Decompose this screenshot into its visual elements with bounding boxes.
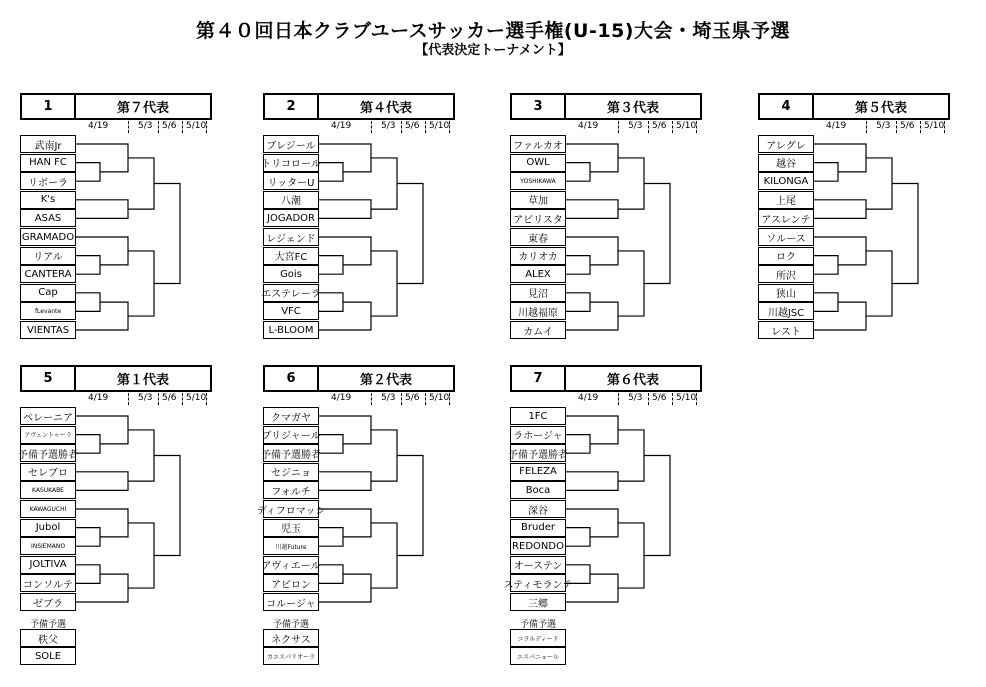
bracket-line <box>814 237 866 265</box>
bracket-line <box>319 163 343 182</box>
bracket-line <box>319 256 343 275</box>
bracket-line <box>566 416 618 444</box>
bracket-block-2 <box>263 93 453 353</box>
bracket-line <box>371 158 397 209</box>
bracket-line <box>814 293 838 312</box>
team-slot: オーステン <box>510 556 566 574</box>
bracket-line <box>76 509 128 537</box>
team-slot: FELEZA <box>510 463 566 481</box>
round-date: 4/19 <box>88 121 109 131</box>
team-slot: 三郷 <box>510 593 566 611</box>
round-date: 5/3 <box>381 393 396 403</box>
round-date: 5/10 <box>676 393 697 403</box>
bracket-line <box>566 293 590 312</box>
bracket-block-4 <box>758 93 948 353</box>
bracket-line <box>76 200 128 219</box>
team-slot: Gois <box>263 265 319 283</box>
bracket-line <box>319 472 371 491</box>
bracket-line <box>319 293 343 312</box>
bracket-line <box>76 144 128 172</box>
bracket-line <box>128 523 154 588</box>
team-slot: ペレーニア <box>20 407 76 425</box>
bracket-line <box>76 435 100 454</box>
team-slot: 越谷 <box>758 154 814 172</box>
round-date: 4/19 <box>826 121 847 131</box>
bracket-line <box>319 509 371 537</box>
block-number: 2 <box>265 95 319 118</box>
bracket-line <box>866 251 892 316</box>
bracket-line <box>618 158 644 209</box>
round-date: 5/6 <box>162 393 177 403</box>
team-slot: REDONDO <box>510 537 566 555</box>
team-slot: 予備予選勝者 <box>510 444 566 462</box>
round-date: 5/10 <box>924 121 945 131</box>
round-date: 4/19 <box>331 393 352 403</box>
round-date: 4/19 <box>578 121 599 131</box>
block-representative: 第５代表 <box>854 101 907 116</box>
round-date: 5/10 <box>676 121 697 131</box>
bracket-line <box>76 256 100 275</box>
prelim-team: SOLE <box>20 647 76 665</box>
team-slot: リボーラ <box>20 172 76 190</box>
bracket-line <box>319 144 371 172</box>
round-date: 5/10 <box>429 393 450 403</box>
round-date: 5/3 <box>876 121 891 131</box>
team-slot: ラホージャ <box>510 426 566 444</box>
page-title: 第４０回日本クラブユースサッカー選手権(U-15)大会・埼玉県予選 <box>196 20 790 42</box>
bracket-line <box>644 456 670 556</box>
team-slot: ブリジャール <box>263 426 319 444</box>
team-slot: 草加 <box>510 191 566 209</box>
bracket-line <box>397 456 423 556</box>
bracket-line <box>154 456 180 556</box>
block-number: 1 <box>22 95 76 118</box>
team-slot: 予備予選勝者 <box>20 444 76 462</box>
bracket-line <box>76 565 100 584</box>
team-slot: トリコロール <box>263 154 319 172</box>
bracket-line <box>319 200 371 219</box>
team-slot: フォルチ <box>263 481 319 499</box>
bracket-line <box>319 237 371 265</box>
team-slot: Cap <box>20 284 76 302</box>
team-slot: ソルース <box>758 228 814 246</box>
team-slot: KASUKABE <box>20 481 76 499</box>
team-slot: クマガヤ <box>263 407 319 425</box>
bracket-line <box>566 509 618 537</box>
bracket-block-1 <box>20 93 210 353</box>
bracket-line <box>814 302 866 330</box>
bracket-line <box>566 565 590 584</box>
bracket-line <box>618 430 644 481</box>
round-date: 5/3 <box>138 121 153 131</box>
team-slot: OWL <box>510 154 566 172</box>
team-slot: リッターU <box>263 172 319 190</box>
bracket-line <box>814 163 838 182</box>
team-slot: 大宮FC <box>263 247 319 265</box>
round-date: 5/3 <box>628 121 643 131</box>
team-slot: ブレジール <box>263 135 319 153</box>
team-slot: VFC <box>263 302 319 320</box>
bracket-line <box>566 144 618 172</box>
bracket-line <box>566 256 590 275</box>
team-slot: Bruder <box>510 519 566 537</box>
team-slot: 見沼 <box>510 284 566 302</box>
team-slot: レジェンド <box>263 228 319 246</box>
round-date: 5/6 <box>652 393 667 403</box>
team-slot: スティモランテ <box>510 574 566 592</box>
bracket-line <box>154 184 180 284</box>
team-slot: 1FC <box>510 407 566 425</box>
block-representative: 第１代表 <box>116 373 169 388</box>
bracket-line <box>319 416 371 444</box>
block-number: 3 <box>512 95 566 118</box>
block-representative: 第７代表 <box>116 101 169 116</box>
bracket-line <box>76 293 100 312</box>
bracket-line <box>319 528 343 547</box>
bracket-line <box>76 237 128 265</box>
bracket-line <box>76 528 100 547</box>
bracket-block-7 <box>503 365 700 661</box>
bracket-line <box>814 144 866 172</box>
team-slot: アスレンテ <box>758 209 814 227</box>
team-slot: レスト <box>758 321 814 339</box>
block-representative: 第２代表 <box>359 373 412 388</box>
page-subtitle: 【代表決定トーナメント】 <box>415 43 571 58</box>
round-date: 4/19 <box>331 121 352 131</box>
team-slot: アヴェントゥーラ <box>20 426 76 444</box>
prelim-team: 秩父 <box>20 629 76 647</box>
round-date: 5/10 <box>186 121 207 131</box>
bracket-lines <box>20 93 210 353</box>
team-slot: ALEX <box>510 265 566 283</box>
block-representative: 第６代表 <box>606 373 659 388</box>
team-slot: fLevante <box>20 302 76 320</box>
block-number: 6 <box>265 367 319 390</box>
team-slot: アビリスタ <box>510 209 566 227</box>
team-slot: 深谷 <box>510 500 566 518</box>
bracket-line <box>319 574 371 602</box>
team-slot: ゼブラ <box>20 593 76 611</box>
team-slot: YOSHIKAWA <box>510 172 566 190</box>
team-slot: ロク <box>758 247 814 265</box>
round-date: 5/6 <box>405 393 420 403</box>
bracket-block-3 <box>510 93 700 353</box>
team-slot: 所沢 <box>758 265 814 283</box>
bracket-lines <box>510 93 700 353</box>
team-slot: アビロン <box>263 574 319 592</box>
team-slot: コンソルテ <box>20 574 76 592</box>
team-slot: KAWAGUCHI <box>20 500 76 518</box>
team-slot: コルージャ <box>263 593 319 611</box>
team-slot: セレブロ <box>20 463 76 481</box>
bracket-line <box>319 565 343 584</box>
team-slot: 川越Future <box>263 537 319 555</box>
team-slot: Jubol <box>20 519 76 537</box>
team-slot: 児玉 <box>263 519 319 537</box>
round-date: 5/10 <box>429 121 450 131</box>
block-number: 5 <box>22 367 76 390</box>
team-slot: カリオカ <box>510 247 566 265</box>
team-slot: 予備予選勝者 <box>263 444 319 462</box>
bracket-line <box>866 158 892 209</box>
bracket-line <box>566 574 618 602</box>
round-date: 5/3 <box>381 121 396 131</box>
round-date: 5/3 <box>138 393 153 403</box>
team-slot: JOGADOR <box>263 209 319 227</box>
prelim-team: カエスパリオーラ <box>263 647 319 665</box>
bracket-line <box>566 435 590 454</box>
team-slot: セジニョ <box>263 463 319 481</box>
bracket-lines <box>20 365 210 625</box>
round-date: 5/10 <box>186 393 207 403</box>
block-number: 7 <box>512 367 566 390</box>
prelim-team: エスパニョール <box>510 647 566 665</box>
round-date: 4/19 <box>578 393 599 403</box>
round-date: 5/6 <box>162 121 177 131</box>
team-slot: 八潮 <box>263 191 319 209</box>
team-slot: カムイ <box>510 321 566 339</box>
bracket-line <box>566 163 590 182</box>
team-slot: VIENTAS <box>20 321 76 339</box>
round-date: 5/6 <box>405 121 420 131</box>
team-slot: KILONGA <box>758 172 814 190</box>
bracket-line <box>566 302 618 330</box>
round-date: 5/3 <box>628 393 643 403</box>
bracket-lines <box>510 365 700 625</box>
team-slot: 川越福原 <box>510 302 566 320</box>
bracket-line <box>618 523 644 588</box>
bracket-line <box>319 435 343 454</box>
block-number: 4 <box>760 95 814 118</box>
prelim-team: ネクサス <box>263 629 319 647</box>
bracket-line <box>566 200 618 219</box>
team-slot: INSIEMANO <box>20 537 76 555</box>
team-slot: ファルカオ <box>510 135 566 153</box>
round-date: 5/6 <box>900 121 915 131</box>
bracket-lines <box>263 93 453 353</box>
team-slot: 上尾 <box>758 191 814 209</box>
team-slot: 川越JSC <box>758 302 814 320</box>
bracket-line <box>371 523 397 588</box>
block-representative: 第４代表 <box>359 101 412 116</box>
bracket-line <box>618 251 644 316</box>
bracket-line <box>76 163 100 182</box>
team-slot: JOLTIVA <box>20 556 76 574</box>
team-slot: エステレーラ <box>263 284 319 302</box>
team-slot: ディフロマッシ <box>263 500 319 518</box>
team-slot: HAN FC <box>20 154 76 172</box>
bracket-line <box>644 184 670 284</box>
block-representative: 第３代表 <box>606 101 659 116</box>
prelim-team: コラルディード <box>510 629 566 647</box>
bracket-line <box>128 430 154 481</box>
bracket-line <box>814 256 838 275</box>
team-slot: L-BLOOM <box>263 321 319 339</box>
team-slot: K's <box>20 191 76 209</box>
team-slot: GRAMADO <box>20 228 76 246</box>
team-slot: 狭山 <box>758 284 814 302</box>
bracket-line <box>76 574 128 602</box>
bracket-line <box>566 472 618 491</box>
prelim-label: 予備予選 <box>29 620 66 630</box>
bracket-line <box>397 184 423 284</box>
team-slot: リアル <box>20 247 76 265</box>
team-slot: 東春 <box>510 228 566 246</box>
bracket-line <box>566 528 590 547</box>
bracket-line <box>128 158 154 209</box>
bracket-line <box>76 472 128 491</box>
team-slot: アレグレ <box>758 135 814 153</box>
bracket-line <box>371 430 397 481</box>
bracket-line <box>76 302 128 330</box>
team-slot: Boca <box>510 481 566 499</box>
bracket-block-5 <box>18 365 210 662</box>
round-date: 4/19 <box>88 393 109 403</box>
bracket-line <box>128 251 154 316</box>
team-slot: 武南Jr <box>20 135 76 153</box>
round-date: 5/6 <box>652 121 667 131</box>
prelim-label: 予備予選 <box>272 620 309 630</box>
bracket-line <box>371 251 397 316</box>
bracket-line <box>892 184 918 284</box>
bracket-block-6 <box>256 365 453 661</box>
bracket-line <box>566 237 618 265</box>
team-slot: アヴィエール <box>263 556 319 574</box>
bracket-lines <box>263 365 453 625</box>
bracket-lines <box>758 93 948 353</box>
prelim-label: 予備予選 <box>519 620 556 630</box>
team-slot: ASAS <box>20 209 76 227</box>
bracket-line <box>76 416 128 444</box>
team-slot: CANTERA <box>20 265 76 283</box>
bracket-line <box>319 302 371 330</box>
bracket-line <box>814 200 866 219</box>
